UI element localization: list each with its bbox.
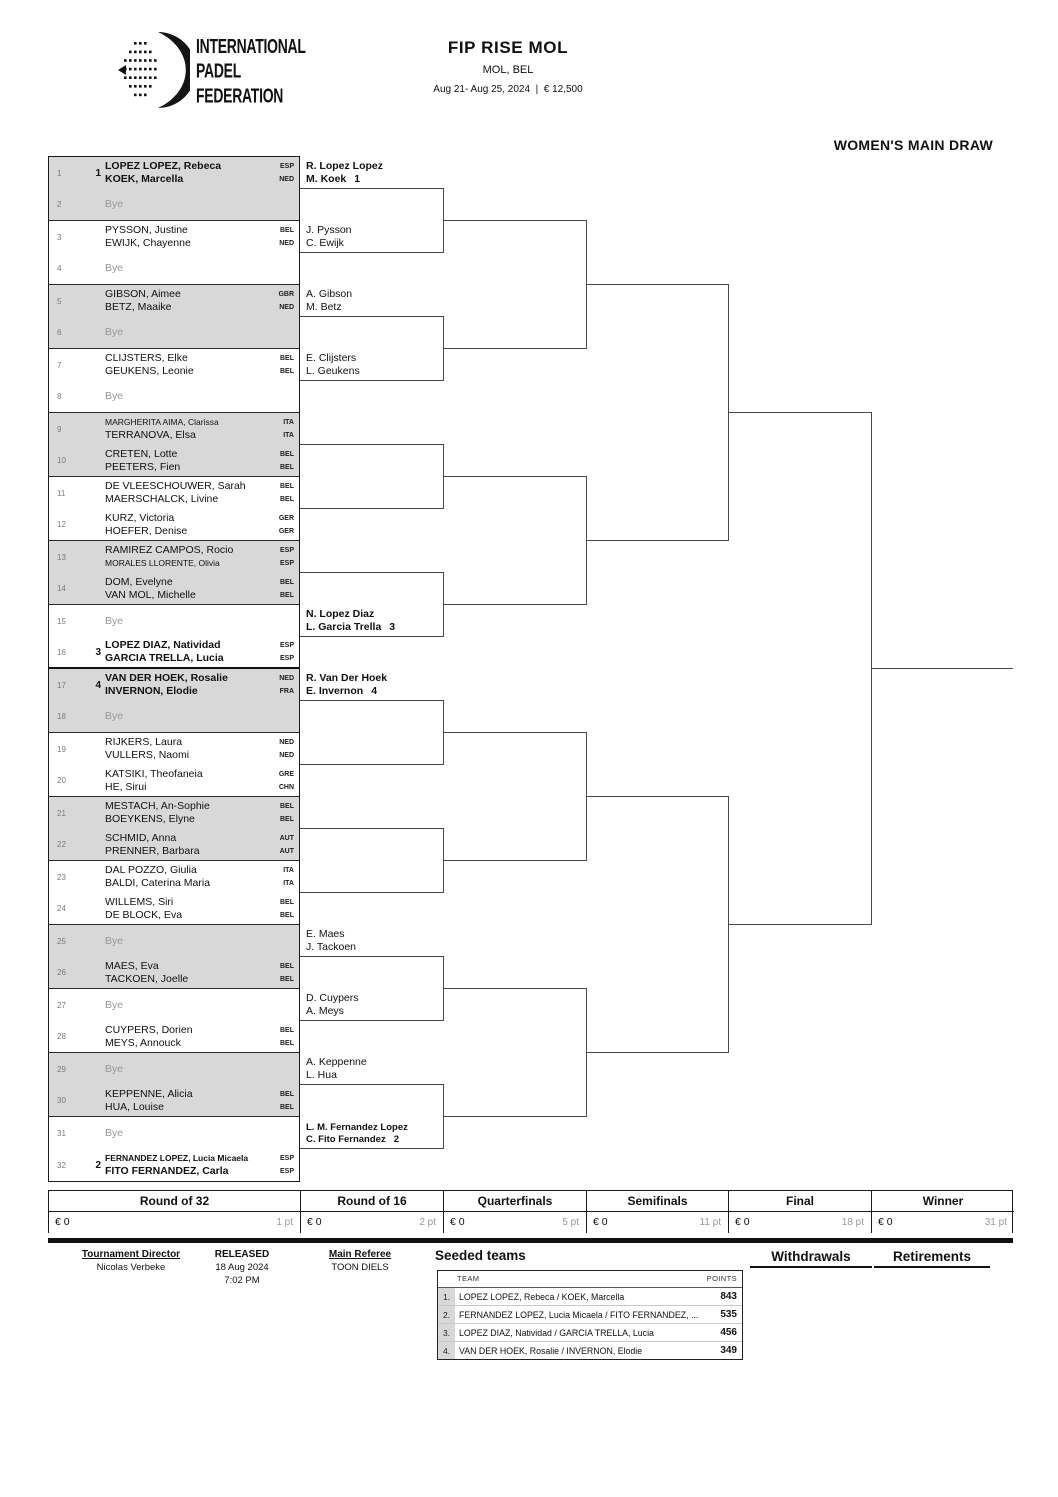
prize-money: € 0 xyxy=(878,1216,893,1228)
slot-number: 11 xyxy=(57,488,66,498)
draw-slot-14 xyxy=(49,573,299,605)
slot-number: 22 xyxy=(57,840,66,849)
draw-slot-32 xyxy=(49,1149,299,1181)
draw-slot-1 xyxy=(49,157,299,189)
retirements-header: Retirements xyxy=(874,1249,990,1268)
ranking-points: 18 pt xyxy=(841,1217,864,1228)
seeded-team-name: LOPEZ DIAZ, Natividad / GARCIA TRELLA, Lucia xyxy=(459,1327,654,1338)
rounds-prize-table xyxy=(48,1190,1013,1233)
draw-slot-3 xyxy=(49,221,299,253)
bracket-line-r16 xyxy=(300,892,443,893)
round-prize-cell xyxy=(587,1212,729,1233)
round-header-round-of-32: Round of 32 xyxy=(49,1191,301,1212)
draw-slot-19 xyxy=(49,733,299,765)
r16-winner-label: E. Clijsters L. Geukens xyxy=(306,352,360,377)
r16-winner-label: L. M. Fernandez Lopez C. Fito Fernandez 2 xyxy=(306,1122,408,1145)
bye-label: Bye xyxy=(105,614,124,627)
logo-line-2: PADEL xyxy=(196,59,241,83)
seeded-team-name: FERNANDEZ LOPEZ, Lucia Micaela / FITO FERNANDEZ, ... xyxy=(459,1309,699,1320)
draw-slot-24 xyxy=(49,893,299,925)
slot-number: 14 xyxy=(57,584,66,593)
slot-number: 23 xyxy=(57,872,66,882)
bye-label: Bye xyxy=(105,326,124,338)
draw-slot-21 xyxy=(49,797,299,829)
team-names: RAMIREZ CAMPOS, Rocio MORALES LLORENTE, Olivia xyxy=(105,544,234,568)
team-names: WILLEMS, Siri DE BLOCK, Eva xyxy=(105,895,183,921)
seeded-team-points: 349 xyxy=(720,1345,737,1356)
draw-slot-16 xyxy=(49,637,299,669)
country-codes: ESP ESP xyxy=(279,1155,294,1175)
country-codes: BEL BEL xyxy=(280,355,294,375)
bye-label: Bye xyxy=(105,262,124,274)
country-codes: BEL BEL xyxy=(280,898,294,919)
tournament-director-block xyxy=(66,1249,196,1273)
draw-slot-22 xyxy=(49,829,299,861)
released-label: RELEASED xyxy=(214,1249,270,1260)
r16-winner-label: N. Lopez Diaz L. Garcia Trella 3 xyxy=(306,608,396,633)
slot-number: 24 xyxy=(57,904,66,913)
bracket-line-final xyxy=(728,412,871,413)
released-block xyxy=(204,1249,280,1286)
draw-slot-30 xyxy=(49,1085,299,1117)
bracket-line-r16 xyxy=(300,380,443,381)
country-codes: NED NED xyxy=(279,739,294,759)
draw-slot-6 xyxy=(49,317,299,349)
seeded-team-name: LOPEZ LOPEZ, Rebeca / KOEK, Marcella xyxy=(459,1291,625,1302)
slot-number: 8 xyxy=(57,392,62,401)
team-names: KATSIKI, Theofaneia HE, Sirui xyxy=(105,767,203,793)
r16-winner-seed: 1 xyxy=(354,173,361,185)
ranking-points: 2 pt xyxy=(419,1217,436,1228)
slot-number: 27 xyxy=(57,1000,66,1010)
seeded-team-row xyxy=(438,1341,742,1359)
team-names: VAN DER HOEK, Rosalie INVERNON, Elodie xyxy=(105,672,228,697)
bracket-line-quarterfinal xyxy=(443,476,586,477)
team-names: DOM, Evelyne VAN MOL, Michelle xyxy=(105,575,196,601)
draw-slot-17 xyxy=(49,669,299,701)
slot-number: 25 xyxy=(57,936,66,946)
seeded-teams-header xyxy=(438,1271,742,1288)
round-prize-cell xyxy=(729,1212,872,1233)
seeded-team-name: VAN DER HOEK, Rosalie / INVERNON, Elodie xyxy=(459,1345,643,1356)
slot-number: 17 xyxy=(57,680,66,690)
bracket-line-final xyxy=(728,924,871,925)
bracket-line-r16 xyxy=(300,1020,443,1021)
draw-slot-10 xyxy=(49,445,299,477)
prize-money: € 0 xyxy=(55,1216,70,1228)
round-header-semifinals: Semifinals xyxy=(587,1191,729,1212)
draw-slot-28 xyxy=(49,1021,299,1053)
draw-slot-26 xyxy=(49,957,299,989)
country-codes: GER GER xyxy=(278,514,294,535)
draw-slot-18 xyxy=(49,701,299,733)
country-codes: BEL BEL xyxy=(280,578,294,599)
r16-winner-label: A. Keppenne L. Hua xyxy=(306,1056,367,1081)
slot-number: 18 xyxy=(57,712,66,721)
draw-slot-15 xyxy=(49,605,299,637)
ipf-logo xyxy=(118,28,330,112)
slot-number: 9 xyxy=(57,424,62,434)
team-names: CLIJSTERS, Elke GEUKENS, Leonie xyxy=(105,352,194,377)
seeded-team-row xyxy=(438,1288,742,1305)
r16-winner-seed: 3 xyxy=(389,621,396,633)
slot-number: 3 xyxy=(57,232,62,242)
seed-number: 2 xyxy=(95,1159,101,1171)
round-header-round-of-16: Round of 16 xyxy=(301,1191,444,1212)
tournament-header xyxy=(358,38,658,95)
slot-number: 5 xyxy=(57,296,62,306)
round-prize-cell xyxy=(301,1212,444,1233)
bye-label: Bye xyxy=(105,198,124,210)
country-codes: BEL BEL xyxy=(280,1026,294,1047)
slot-number: 19 xyxy=(57,744,66,754)
team-names: MARGHERITA AIMA, Clarissa TERRANOVA, Elsa xyxy=(105,417,219,441)
team-names: RIJKERS, Laura VULLERS, Naomi xyxy=(105,736,190,761)
team-names: KEPPENNE, Alicia HUA, Louise xyxy=(105,1087,193,1113)
team-names: GIBSON, Aimee BETZ, Maaike xyxy=(105,288,181,313)
tournament-dates-prize: Aug 21- Aug 25, 2024 | € 12,500 xyxy=(433,84,583,95)
r16-winner-label: R. Van Der Hoek E. Invernon 4 xyxy=(306,672,388,697)
country-codes: ITA ITA xyxy=(283,419,294,439)
bracket-line-r16 xyxy=(300,1148,443,1149)
seeded-team-points: 535 xyxy=(720,1309,737,1320)
draw-slot-27 xyxy=(49,989,299,1021)
country-codes: NED FRA xyxy=(279,675,294,695)
draw-slot-25 xyxy=(49,925,299,957)
seeded-teams-table xyxy=(437,1270,743,1360)
slot-number: 13 xyxy=(57,552,66,562)
logo-line-1: INTERNATIONAL xyxy=(196,35,306,58)
prize-money: € 0 xyxy=(593,1216,608,1228)
bracket-line-winner xyxy=(871,668,1013,669)
bracket-line-semifinal xyxy=(586,284,728,285)
bracket-line-r16 xyxy=(300,444,443,445)
bracket-line-quarterfinal xyxy=(443,732,586,733)
r16-winner-label: J. Pysson C. Ewijk xyxy=(306,224,352,249)
tournament-title: FIP RISE MOL xyxy=(447,38,569,57)
slot-number: 30 xyxy=(57,1096,66,1105)
draw-slot-29 xyxy=(49,1053,299,1085)
slot-number: 4 xyxy=(57,264,62,273)
bracket-line-r16 xyxy=(300,316,443,317)
bracket-line-r16 xyxy=(300,700,443,701)
draw-slot-8 xyxy=(49,381,299,413)
tournament-director-name: Nicolas Verbeke xyxy=(96,1262,166,1273)
draw-slot-4 xyxy=(49,253,299,285)
bracket-line-r16 xyxy=(300,636,443,637)
r16-winner-label: A. Gibson M. Betz xyxy=(306,288,353,313)
bracket-line-r16 xyxy=(300,252,443,253)
bracket-line-quarterfinal xyxy=(443,860,586,861)
bracket-line-quarterfinal xyxy=(443,604,586,605)
team-names: DE VLEESCHOUWER, Sarah MAERSCHALCK, Livine xyxy=(105,480,246,505)
team-names: LOPEZ LOPEZ, Rebeca KOEK, Marcella xyxy=(105,160,222,185)
slot-number: 26 xyxy=(57,968,66,977)
round-prize-cell xyxy=(872,1212,1014,1233)
bye-label: Bye xyxy=(105,934,124,947)
bracket-line-quarterfinal xyxy=(443,348,586,349)
slot-number: 20 xyxy=(57,776,66,785)
slot-number: 7 xyxy=(57,360,62,370)
seed-rank: 2. xyxy=(438,1306,455,1323)
main-referee-name: TOON DIELS xyxy=(331,1262,389,1273)
country-codes: GBR NED xyxy=(278,291,294,311)
country-codes: ESP NED xyxy=(279,163,294,183)
slot-number: 29 xyxy=(57,1064,66,1074)
r16-winner-label: E. Maes J. Tackoen xyxy=(306,928,357,953)
bracket-line-quarterfinal xyxy=(443,1116,586,1117)
released-time: 7:02 PM xyxy=(224,1275,260,1286)
bye-label: Bye xyxy=(105,710,124,722)
round-header-quarterfinals: Quarterfinals xyxy=(444,1191,587,1212)
draw-title: WOMEN'S MAIN DRAW xyxy=(833,137,993,153)
thick-divider xyxy=(48,1238,1013,1243)
round-header-final: Final xyxy=(729,1191,872,1212)
seed-rank: 3. xyxy=(438,1324,455,1341)
draw-slot-11 xyxy=(49,477,299,509)
bracket-line-r16 xyxy=(300,1084,443,1085)
team-names: MESTACH, An-Sophie BOEYKENS, Elyne xyxy=(105,800,210,825)
round-header-winner: Winner xyxy=(872,1191,1014,1212)
r16-winner-label: R. Lopez Lopez M. Koek 1 xyxy=(306,160,383,185)
seeded-team-row xyxy=(438,1305,742,1323)
ipf-crescent-dots-icon xyxy=(118,28,190,112)
logo-line-3: FEDERATION xyxy=(196,84,284,108)
withdrawals-header: Withdrawals xyxy=(750,1249,872,1268)
team-names: CUYPERS, Dorien MEYS, Annouck xyxy=(105,1023,193,1049)
country-codes: BEL BEL xyxy=(280,803,294,823)
country-codes: AUT AUT xyxy=(279,834,294,855)
country-codes: GRE CHN xyxy=(278,770,294,791)
slot-number: 15 xyxy=(57,616,66,626)
team-names: MAES, Eva TACKOEN, Joelle xyxy=(105,959,189,985)
seed-rank: 4. xyxy=(438,1342,455,1359)
bracket-line-semifinal xyxy=(586,796,728,797)
country-codes: ESP ESP xyxy=(279,642,294,662)
slot-number: 1 xyxy=(57,168,62,178)
team-names: SCHMID, Anna PRENNER, Barbara xyxy=(105,831,200,857)
bracket-line-semifinal xyxy=(586,1052,728,1053)
slot-number: 32 xyxy=(57,1160,66,1170)
seed-number: 1 xyxy=(95,167,101,179)
country-codes: BEL BEL xyxy=(280,483,294,503)
slot-number: 16 xyxy=(57,647,66,657)
team-names: DAL POZZO, Giulia BALDI, Caterina Maria xyxy=(105,864,211,889)
slot-number: 10 xyxy=(57,456,66,465)
bye-label: Bye xyxy=(105,998,124,1011)
draw-slot-31 xyxy=(49,1117,299,1149)
slot-number: 21 xyxy=(57,808,66,818)
country-codes: ESP ESP xyxy=(279,547,294,567)
seeded-team-row xyxy=(438,1323,742,1341)
draw-slot-2 xyxy=(49,189,299,221)
released-date: 18 Aug 2024 xyxy=(215,1262,269,1273)
bracket-line-quarterfinal xyxy=(443,988,586,989)
bracket-line-r16 xyxy=(300,764,443,765)
draw-slot-20 xyxy=(49,765,299,797)
round-prize-cell xyxy=(444,1212,587,1233)
round-of-32-table xyxy=(48,156,300,1182)
prize-money: € 0 xyxy=(735,1216,750,1228)
country-codes: BEL NED xyxy=(279,227,294,247)
ranking-points: 1 pt xyxy=(276,1217,293,1228)
tournament-location: MOL, BEL xyxy=(482,64,534,76)
draw-slot-12 xyxy=(49,509,299,541)
ranking-points: 11 pt xyxy=(699,1217,721,1228)
prize-money: € 0 xyxy=(307,1216,322,1228)
seed-number: 3 xyxy=(95,646,101,658)
bye-label: Bye xyxy=(105,1126,124,1139)
team-names: LOPEZ DIAZ, Natividad GARCIA TRELLA, Lucia xyxy=(105,639,224,664)
r16-winner-label: D. Cuypers A. Meys xyxy=(306,992,359,1017)
draw-slot-9 xyxy=(49,413,299,445)
bye-label: Bye xyxy=(105,390,124,402)
bracket-line-r16 xyxy=(300,572,443,573)
bracket-line-r16 xyxy=(300,188,443,189)
seeded-team-points: 843 xyxy=(720,1291,737,1302)
seeded-teams-title: Seeded teams xyxy=(435,1248,526,1263)
bracket-line-r16 xyxy=(300,828,443,829)
tournament-director-label: Tournament Director xyxy=(81,1249,181,1260)
column-header-team: TEAM xyxy=(457,1274,480,1283)
bracket-line-semifinal xyxy=(586,540,728,541)
column-header-points: POINTS xyxy=(706,1274,737,1283)
team-names: CRETEN, Lotte PEETERS, Fien xyxy=(105,447,181,473)
slot-number: 6 xyxy=(57,328,62,337)
team-names: FERNANDEZ LOPEZ, Lucia Micaela FITO FERNANDEZ, Carla xyxy=(105,1153,249,1177)
seed-number: 4 xyxy=(95,679,101,691)
slot-number: 28 xyxy=(57,1032,66,1041)
slot-number: 12 xyxy=(57,520,66,529)
prize-money: € 0 xyxy=(450,1216,465,1228)
draw-slot-13 xyxy=(49,541,299,573)
draw-slot-23 xyxy=(49,861,299,893)
seed-rank: 1. xyxy=(438,1288,455,1305)
team-names: PYSSON, Justine EWIJK, Chayenne xyxy=(105,224,191,249)
slot-number: 2 xyxy=(57,200,62,209)
seeded-team-points: 456 xyxy=(720,1327,737,1338)
bye-label: Bye xyxy=(105,1062,124,1075)
ranking-points: 5 pt xyxy=(562,1217,579,1228)
slot-number: 31 xyxy=(57,1128,66,1138)
draw-slot-7 xyxy=(49,349,299,381)
bracket-line-r16 xyxy=(300,508,443,509)
r16-winner-seed: 4 xyxy=(371,685,378,697)
round-prize-cell xyxy=(49,1212,301,1233)
bracket-line-quarterfinal xyxy=(443,220,586,221)
country-codes: BEL BEL xyxy=(280,1090,294,1111)
r16-winner-seed: 2 xyxy=(393,1134,399,1145)
draw-slot-5 xyxy=(49,285,299,317)
country-codes: BEL BEL xyxy=(280,450,294,471)
main-referee-label: Main Referee xyxy=(328,1249,392,1260)
country-codes: BEL BEL xyxy=(280,962,294,983)
country-codes: ITA ITA xyxy=(283,867,294,887)
ranking-points: 31 pt xyxy=(984,1217,1007,1228)
main-referee-block xyxy=(308,1249,412,1273)
bracket-line-r16 xyxy=(300,956,443,957)
team-names: KURZ, Victoria HOEFER, Denise xyxy=(105,511,188,537)
ipf-logo-text xyxy=(196,34,306,108)
